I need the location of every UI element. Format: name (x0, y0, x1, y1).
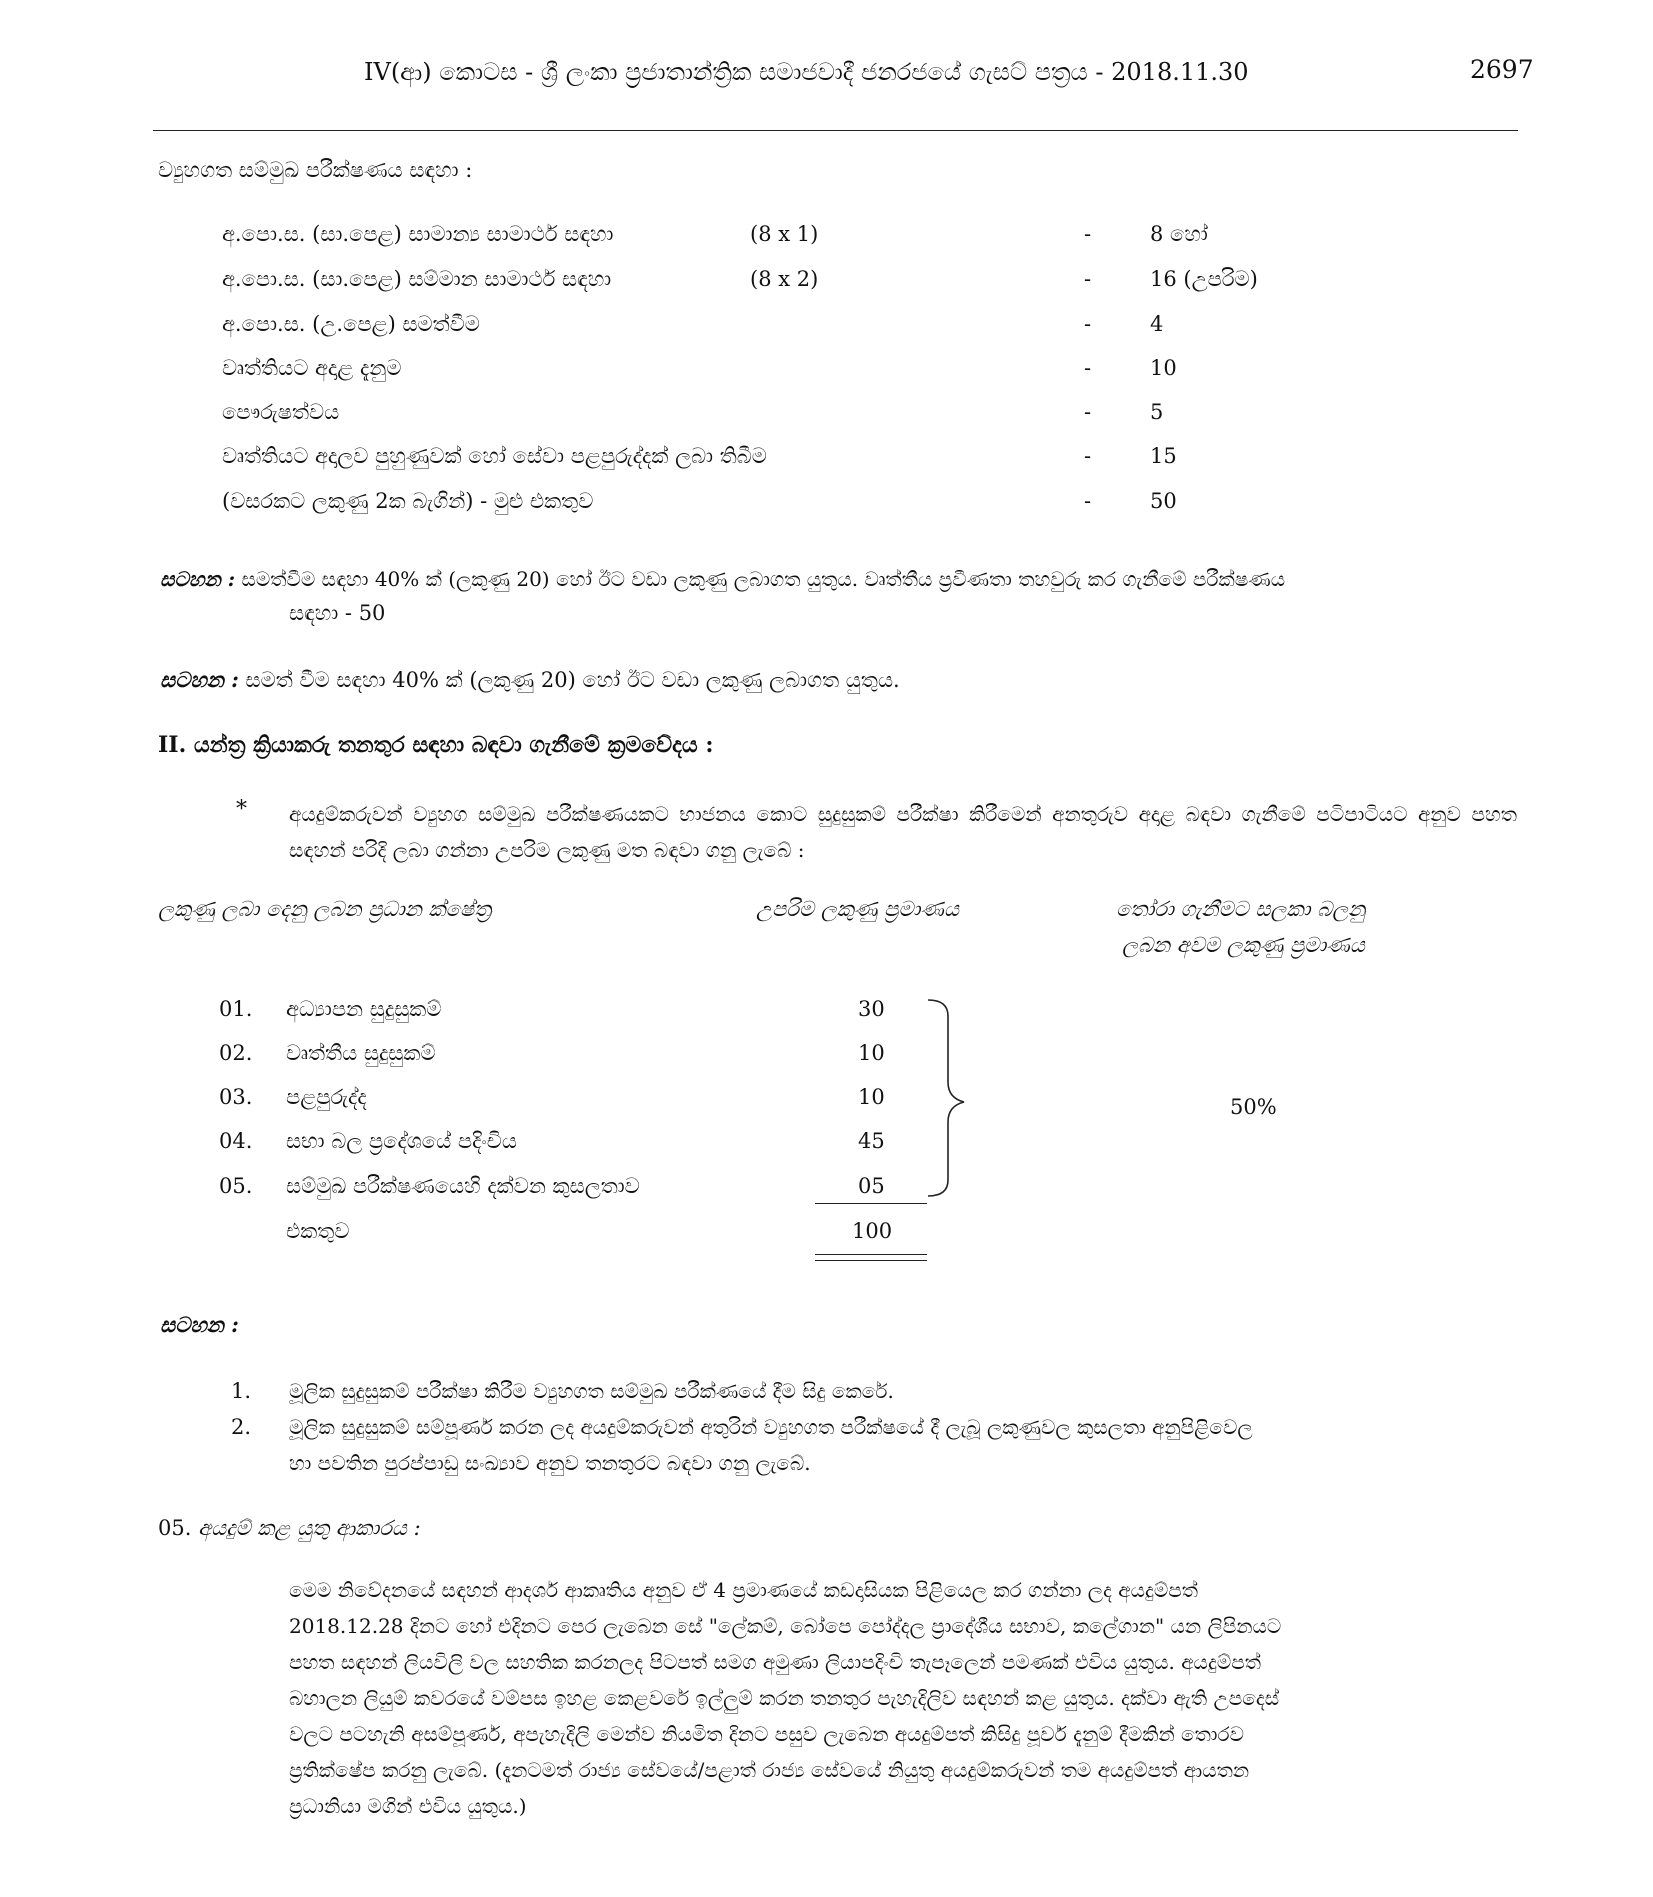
note3-label: සටහන : (160, 1312, 239, 1337)
row-number: 03. (219, 1085, 253, 1109)
total-rule-bottom (815, 1260, 927, 1261)
row-value: 16 (උපරිම) (1150, 267, 1258, 291)
row-value: 50 (1150, 489, 1177, 513)
row-number: 01. (219, 997, 253, 1021)
right-brace (924, 998, 974, 1198)
note2 (160, 667, 900, 693)
row-area: සභා බල ප්‍රදේශයේ පදිංචිය (286, 1129, 517, 1153)
row-value: 10 (1150, 356, 1177, 380)
row-label: පෞරුෂත්වය (222, 400, 340, 424)
note3-item-text-line2: හා පවතින පුරප්පාඩු සංඛ්‍යාව අනුව තනතුරට බඳවා ගනු ලැබේ. (289, 1451, 811, 1475)
row-label: අ.පො.ස. (උ.පෙළ) සමත්වීම (222, 312, 480, 336)
row-area: සම්මුඛ පරීක්ෂණයෙහි දක්වන කුසලතාව (286, 1174, 640, 1198)
row-dash: - (1084, 400, 1092, 424)
subtotal-rule (815, 1203, 927, 1204)
row-marks: 10 (858, 1085, 885, 1109)
interview-heading: ව්‍යුහගත සම්මුඛ පරීක්ෂණය සඳහා : (158, 158, 473, 182)
row-dash: - (1084, 489, 1092, 513)
row-value: 4 (1150, 312, 1164, 336)
body-line: බහාලන ලියුම් කවරයේ වම්පස ඉහළ කෙළවරේ ඉල්ලුම් කරන තනතුර පැහැදිලිව සඳහන් කළ යුතුය. දක්වා ඇති උපදෙස් (289, 1686, 1280, 1710)
body-line: මෙම නිවේදනයේ සඳහන් ආදර්ශ ආකෘතිය අනුව ඒ 4 ප්‍රමාණයේ කඩදාසියක පිළියෙල කර ගන්නා ලද අයදුම්පත් (289, 1578, 1198, 1602)
note3-item-text: මූලික සුදුසුකම් පරීක්ෂා කිරීම ව්‍යුහගත සම්මුඛ පරීක්ණයේ දීම සිදු කෙරේ. (289, 1379, 894, 1403)
row-value: 5 (1150, 400, 1164, 424)
body-line: පහත සඳහන් ලියවිලි වල සහතික කරනලද පිටපත් සමග අමුණා ලියාපදිංචි තැපෑලෙන් පමණක් එවිය යුතුය. අයදුම්පත් (289, 1650, 1261, 1674)
row-dash: - (1084, 267, 1092, 291)
total-value: 100 (852, 1219, 893, 1243)
row-area: අධ්‍යාපන සුදුසුකම් (286, 997, 442, 1021)
row-dash: - (1084, 222, 1092, 246)
row-marks: 05 (858, 1174, 885, 1198)
row-calc: (8 x 1) (750, 222, 819, 246)
body-line: ප්‍රතික්ෂේප කරනු ලැබේ. (දැනටමත් රාජ්‍ය සේවයේ/පළාත් රාජ්‍ය සේවයේ නියුතු අයදුම්කරුවන් තම අයදුම්පත් ආයතන (289, 1758, 1250, 1782)
row-value: 8 හෝ (1150, 222, 1208, 246)
section2-heading: II. යන්ත්‍ර ක්‍රියාකරු තනතුර සඳහා බඳවා ගැනීමේ ක්‍රමවේදය : (158, 732, 714, 758)
note1 (160, 567, 1285, 591)
col-header-min-marks-line2: ලබන අවම ලකුණු ප්‍රමාණය (1122, 933, 1365, 957)
bullet-asterisk: * (236, 797, 247, 822)
row-marks: 10 (858, 1041, 885, 1065)
page-number: 2697 (1470, 55, 1534, 84)
body-line: වලට පටහැනි අසම්පූර්ණ, අපැහැදිලි මෙන්ව නියමිත දිනට පසුව ලැබෙන අයදුම්පත් කිසිදු පූර්ව දැනුම් දීමකින් තොරව (289, 1722, 1244, 1746)
row-dash: - (1084, 444, 1092, 468)
section2-bullet-text: අයදුම්කරුවන් ව්‍යුහග සම්මුඛ පරීක්ෂණයකට භාජනය කොට සුදුසුකම් පරීක්ෂා කිරීමෙන් අනතුරුව අදාළ බඳවා ගැනීමේ පටිපාටියට අනුව පහත සඳහන් පරිදි ලබා ගන්නා උපරිම ලකුණු මත බඳවා ගනු ලැබේ : (289, 802, 1517, 862)
note3-item-number: 2. (231, 1415, 252, 1439)
section5-heading (158, 1516, 421, 1541)
body-line: ප්‍රධානියා මගින් එවිය යුතුය.) (289, 1794, 527, 1818)
note-label: සටහන : (160, 667, 239, 692)
col-header-min-marks-line1: තෝරා ගැනීමට සලකා බලනු (1116, 897, 1366, 921)
row-area: වෘත්තීය සුදුසුකම් (286, 1041, 436, 1065)
row-number: 05. (219, 1174, 253, 1198)
note-label: සටහන : (160, 567, 236, 591)
row-label: (වසරකට ලකුණු 2ක බැගින්) - මුළු එකතුව (222, 489, 594, 513)
total-label: එකතුව (286, 1219, 350, 1243)
header-rule (153, 130, 1518, 131)
note3-item-text-line1: මූලික සුදුසුකම් සම්පූර්ණ කරන ලද අයදුම්කරුවන් අතුරින් ව්‍යුහගත පරීක්ෂයේ දී ලැබූ ලකුණුවල කුසලතා අනුපිළිවෙල (289, 1415, 1253, 1439)
row-marks: 45 (858, 1129, 885, 1153)
note2-text: සමත් වීම සඳහා 40% ක් (ලකුණු 20) හෝ ඊට වඩා ලකුණු ලබාගත යුතුය. (245, 668, 900, 692)
total-rule-top (815, 1254, 927, 1255)
note1-line2: සඳහා - 50 (289, 601, 386, 625)
section5-number: 05. (158, 1516, 192, 1540)
row-calc: (8 x 2) (750, 267, 819, 291)
row-label: අ.පො.ස. (සා.පෙළ) සාමාන්‍ය සාමාර්ථ සඳහා (222, 222, 614, 246)
note1-line1: සමත්වීම සඳහා 40% ක් (ලකුණු 20) හෝ ඊට වඩා ලකුණු ලබාගත යුතුය. වෘත්තීය ප්‍රවීණතා තහවුරු කර ගැනීමේ පරීක්ෂණය (241, 567, 1286, 591)
row-label: වෘත්තියට අදාලව පුහුණුවක් හෝ සේවා පළපුරුද්දක් ලබා තිබීම (222, 444, 767, 468)
row-number: 02. (219, 1041, 253, 1065)
body-line: 2018.12.28 දිනට හෝ එදිනට පෙර ලැබෙන සේ "ලේකම්, බෝපෙ පෝද්දල ප්‍රාදේශීය සභාව, කලේගාන" යන ලිපිනයට (289, 1614, 1282, 1638)
col-header-max-marks: උපරිම ලකුණු ප්‍රමාණය (756, 897, 959, 921)
row-value: 15 (1150, 444, 1177, 468)
row-marks: 30 (858, 997, 885, 1021)
note3-item-number: 1. (231, 1379, 252, 1403)
minimum-marks-value: 50% (1230, 1095, 1277, 1119)
row-number: 04. (219, 1129, 253, 1153)
gazette-header-title: IV(ආ) කොටස - ශ්‍රී ලංකා ප්‍රජාතාන්ත්‍රික සමාජවාදී ජනරජයේ ගැසට් පත්‍රය - 2018.11.30 (364, 58, 1249, 86)
row-label: අ.පො.ස. (සා.පෙළ) සම්මාන සාමාර්ථ සඳහා (222, 267, 612, 291)
row-dash: - (1084, 312, 1092, 336)
col-header-areas: ලකුණු ලබා දෙනු ලබන ප්‍රධාන ක්ෂේත්‍ර (158, 897, 492, 921)
row-label: වෘත්තියට අදාළ දැනුම (222, 356, 402, 380)
section5-title: අයදුම් කළ යුතු ආකාරය : (198, 1516, 421, 1540)
row-dash: - (1084, 356, 1092, 380)
row-area: පළපුරුද්ද (286, 1085, 367, 1109)
